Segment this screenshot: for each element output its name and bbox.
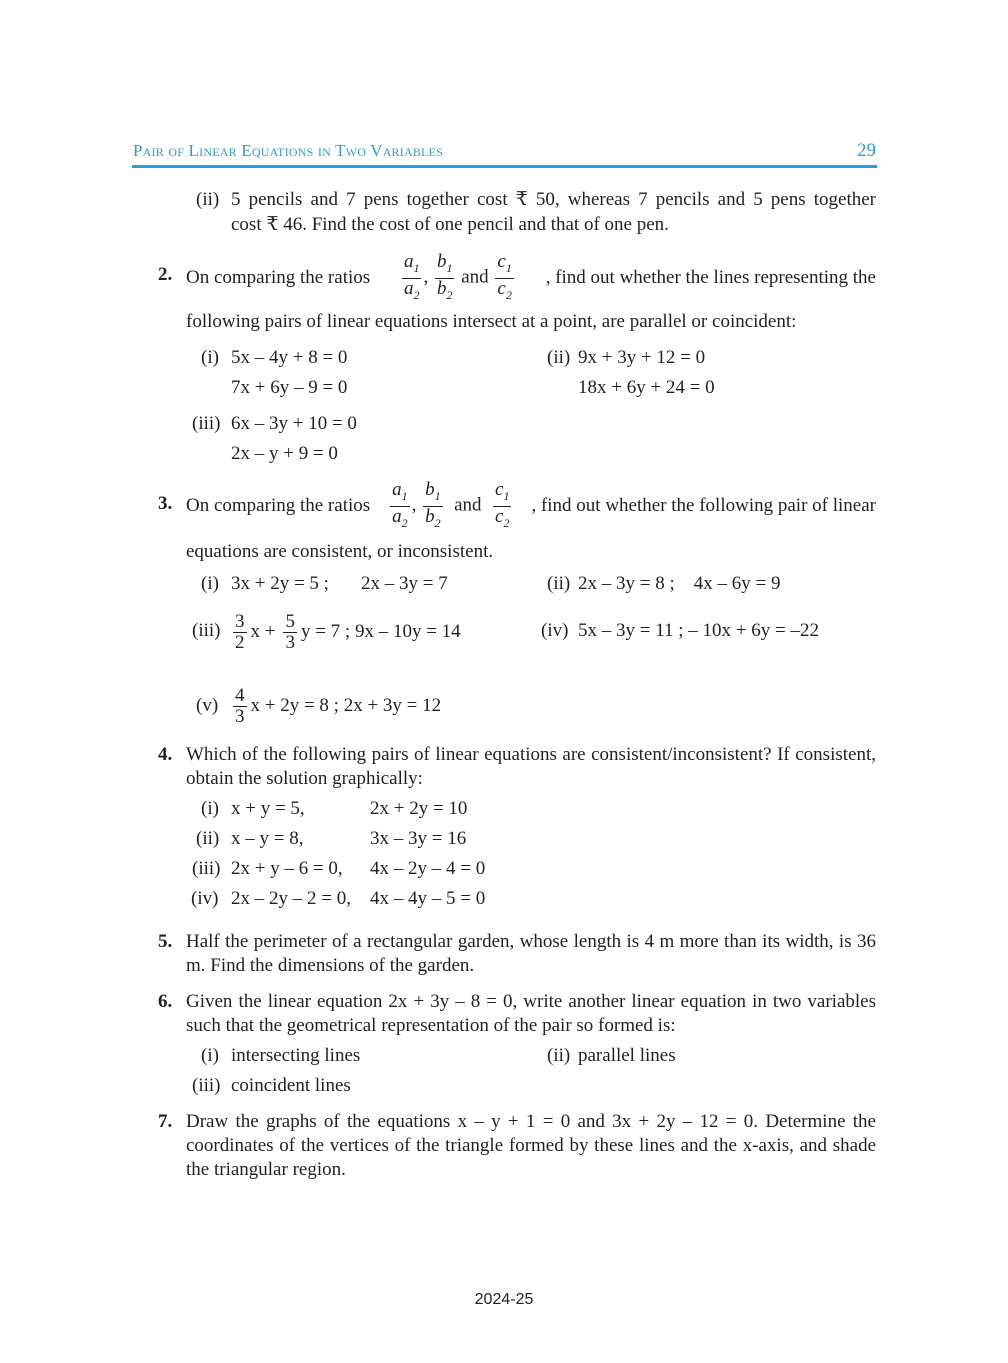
footer-year: 2024-25 — [474, 1291, 534, 1308]
q3-part-equation: 5x – 3y = 11 ; – 10x + 6y = –22 — [578, 620, 819, 641]
q3-part-equation: 2x – 3y = 7 — [361, 573, 448, 594]
q7-number: 7. — [158, 1111, 173, 1132]
q6-part-text: parallel lines — [578, 1045, 676, 1066]
q4-part-equation: 2x – 2y – 2 = 0, — [231, 888, 351, 909]
q4-part-equation: x – y = 8, — [231, 828, 304, 849]
q3-tail: , find out whether the following pair of linear — [531, 495, 876, 516]
fraction: $\frac{3}{2}$ — [235, 610, 245, 653]
ratio-a: $\frac{a_1}{a_2}$ — [392, 478, 408, 530]
q3-ratio-line — [186, 478, 876, 534]
q4-text: Which of the following pairs of linear equations are consistent/inconsistent? If consistent, obtain the solution graphically: — [186, 744, 876, 789]
header-rule — [132, 165, 877, 168]
q2-part-equation: 18x + 6y + 24 = 0 — [578, 377, 715, 398]
q1-part-ii-label: (ii) — [196, 189, 220, 210]
q4-part-label: (ii) — [196, 828, 220, 849]
ratio-c: $\frac{c_1}{c_2}$ — [497, 250, 512, 302]
q3-number: 3. — [158, 493, 173, 514]
q3-part-label: (v) — [196, 695, 219, 716]
fraction: $\frac{4}{3}$ — [235, 684, 245, 727]
q2-part-equation: 6x – 3y + 10 = 0 — [231, 413, 357, 434]
q6-part-label: (iii) — [192, 1075, 221, 1096]
ratio-a: $\frac{a_1}{a_2}$ — [403, 250, 420, 302]
q2-tail: , find out whether the lines representing the — [545, 267, 876, 288]
q3-part-equation: $\frac{3}{2}$ x + $\frac{5}{3}$ y = 7 ; 9x – 10y = 14 — [235, 610, 461, 653]
ratio-c: $\frac{c_1}{c_2}$ — [495, 478, 510, 530]
q3-part-label: (iv) — [541, 620, 569, 641]
q2-ratios: $\frac{a_1}{a_2}$ , $\frac{b_1}{b_2}$ and $\frac{c_1}{c_2}$ — [400, 252, 516, 305]
q1-part-ii-line1: 5 pencils and 7 pens together cost ₹ 50, whereas 7 pencils and 5 pens together — [231, 189, 876, 210]
q4-part-equation: 4x – 4y – 5 = 0 — [370, 888, 486, 909]
q4-part-equation: x + y = 5, — [231, 798, 305, 819]
q6-part-label: (ii) — [547, 1045, 571, 1066]
q1-part-ii-line2: cost ₹ 46. Find the cost of one pencil and that of one pen. — [231, 214, 669, 235]
q2-part-equation: 7x + 6y – 9 = 0 — [231, 377, 348, 398]
q7-text: Draw the graphs of the equations x – y + 1 = 0 and 3x + 2y – 12 = 0. Determine the coordinates of the vertices of the triangle formed by these lines and the x-axis, and shade the triangular region. — [186, 1111, 876, 1180]
q3-part-equation: 3x + 2y = 5 ; — [231, 573, 329, 594]
q2-part-equation: 2x – y + 9 = 0 — [231, 443, 338, 464]
fraction: $\frac{5}{3}$ — [285, 610, 295, 653]
q5-number: 5. — [158, 931, 173, 952]
q3-and: and — [454, 494, 482, 516]
q3-part-label: (i) — [201, 573, 219, 594]
q2-intro: On comparing the ratios — [186, 267, 371, 288]
q3-ratios: $\frac{a_1}{a_2}$ , $\frac{b_1}{b_2}$ and $\frac{c_1}{c_2}$ — [388, 480, 513, 533]
q3-part-label: (ii) — [547, 573, 571, 594]
q6-text: Given the linear equation 2x + 3y – 8 = 0, write another linear equation in two variables such that the geometrical representation of the pair so formed is: — [186, 991, 876, 1036]
q6-number: 6. — [158, 991, 173, 1012]
q2-part-label: (iii) — [192, 413, 221, 434]
q4-part-label: (i) — [201, 798, 219, 819]
q2-number: 2. — [158, 264, 173, 285]
q2-part-label: (i) — [201, 347, 219, 368]
q3-part-equation: 2x – 3y = 8 ; 4x – 6y = 9 — [578, 573, 781, 594]
q6-part-text: coincident lines — [231, 1075, 351, 1096]
q6-part-label: (i) — [201, 1045, 219, 1066]
q4-part-equation: 2x + 2y = 10 — [370, 798, 468, 819]
q2-line2: following pairs of linear equations intersect at a point, are parallel or coincident: — [186, 311, 797, 332]
q3-part-equation: $\frac{4}{3}$ x + 2y = 8 ; 2x + 3y = 12 — [235, 684, 442, 727]
q4-part-equation: 3x – 3y = 16 — [370, 828, 467, 849]
page-number: 29 — [857, 140, 876, 161]
q2-part-label: (ii) — [547, 347, 571, 368]
q3-intro: On comparing the ratios — [186, 495, 371, 516]
q6-part-text: intersecting lines — [231, 1045, 361, 1066]
q4-part-equation: 4x – 2y – 4 = 0 — [370, 858, 486, 879]
ratio-b: $\frac{b_1}{b_2}$ — [436, 250, 453, 302]
ratio-b: $\frac{b_1}{b_2}$ — [425, 478, 441, 530]
q2-ratio-line — [186, 250, 876, 306]
q4-part-label: (iv) — [191, 888, 219, 909]
q2-part-equation: 9x + 3y + 12 = 0 — [578, 347, 706, 368]
q4-part-equation: 2x + y – 6 = 0, — [231, 858, 343, 879]
q2-and: and — [461, 266, 489, 288]
q4-number: 4. — [158, 744, 173, 765]
q4-part-label: (iii) — [192, 858, 221, 879]
q5-text: Half the perimeter of a rectangular garden, whose length is 4 m more than its width, is 36 m. Find the dimensions of the garden. — [186, 931, 876, 976]
q2-part-equation: 5x – 4y + 8 = 0 — [231, 347, 348, 368]
q3-line2: equations are consistent, or inconsistent. — [186, 541, 494, 562]
q3-part-label: (iii) — [192, 620, 221, 641]
running-header-title: Pair of Linear Equations in Two Variables — [133, 141, 443, 160]
